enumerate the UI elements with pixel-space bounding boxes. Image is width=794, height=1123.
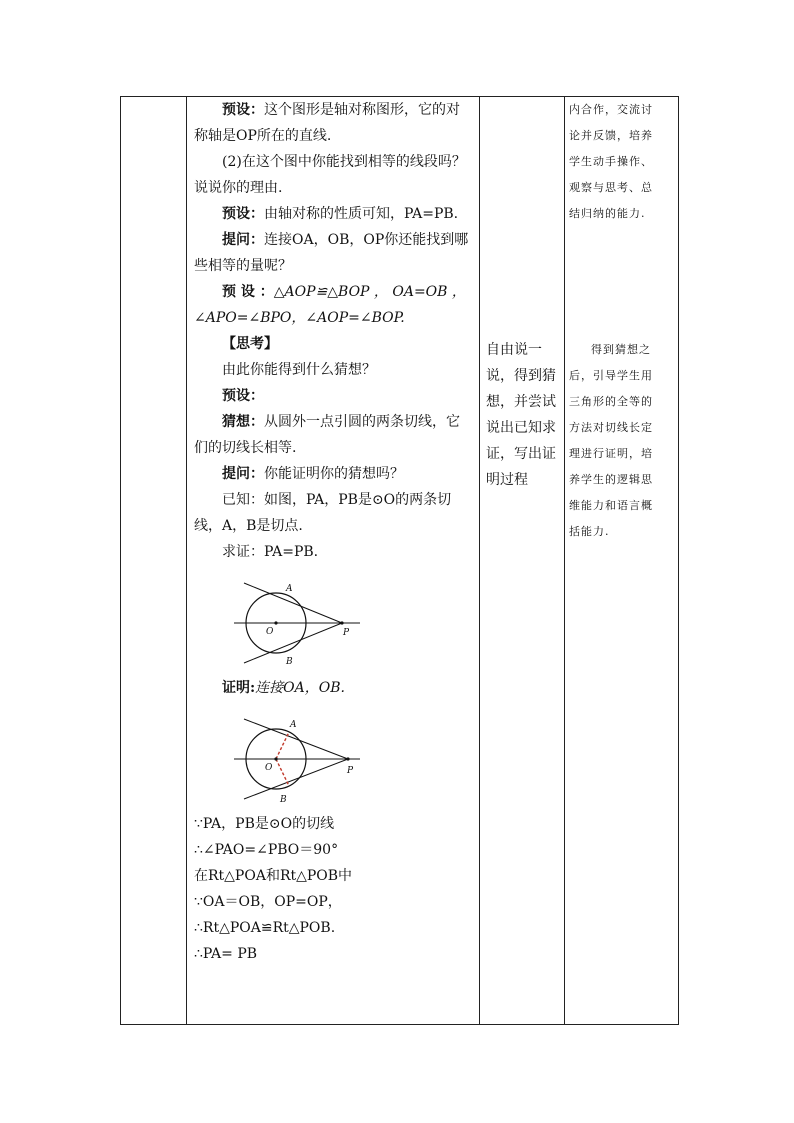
label-P: P bbox=[343, 628, 350, 638]
column-divider bbox=[479, 97, 480, 1024]
proof-step-5: ∴Rt△POA≌Rt△POB. bbox=[194, 920, 336, 936]
preset-answer-2: 预设：由轴对称的性质可知，PA=PB. bbox=[222, 206, 459, 222]
prove-statement: 求证：PA=PB. bbox=[222, 544, 319, 560]
given-statement: 已知：如图，PA，PB是⊙O的两条切线，A，B是切点. bbox=[194, 492, 452, 534]
label-O: O bbox=[265, 763, 273, 773]
intent-line: 养学生的逻辑思 bbox=[569, 473, 653, 486]
question-2: (2)在这个图中你能找到相等的线段吗？说说你的理由. bbox=[194, 154, 466, 196]
design-intent-column bbox=[569, 97, 679, 545]
question-4: 提问：你能证明你的猜想吗？ bbox=[222, 466, 404, 482]
intent-line: 内合作，交流讨 bbox=[569, 103, 653, 116]
label-B: B bbox=[286, 657, 293, 667]
label-B: B bbox=[280, 795, 287, 805]
teaching-content-column bbox=[187, 97, 479, 967]
label-P: P bbox=[347, 766, 354, 776]
lesson-table bbox=[120, 96, 679, 1025]
intent-line: 观察与思考、总 bbox=[569, 181, 653, 194]
label-A: A bbox=[286, 584, 293, 594]
label-A: A bbox=[290, 720, 297, 730]
intent-line: 方法对切线长定 bbox=[569, 421, 653, 434]
intent-line: 结归纳的能力. bbox=[569, 207, 646, 220]
intent-line: 三角形的全等的 bbox=[569, 395, 653, 408]
proof-step-3: 在Rt△POA和Rt△POB中 bbox=[194, 868, 353, 884]
preset-answer-1: 预设：这个图形是轴对称图形，它的对称轴是OP所在的直线. bbox=[194, 102, 460, 144]
question-3: 提问：连接OA，OB，OP你还能找到哪些相等的量呢？ bbox=[194, 232, 469, 274]
intent-line: 后，引导学生用 bbox=[569, 369, 653, 382]
preset-answer-3: 预 设 ：△AOP≌△BOP ， OA=OB ， ∠APO=∠BPO，∠AOP=∠BOP. bbox=[194, 284, 466, 326]
think-question: 由此你能得到什么猜想？ bbox=[222, 362, 376, 378]
proof-step-4: ∵OA＝OB，OP=OP， bbox=[194, 894, 342, 910]
label-O: O bbox=[266, 627, 274, 637]
proof-step-6: ∴PA= PB bbox=[194, 946, 258, 962]
tangent-figure-2 bbox=[234, 701, 374, 811]
proof-step-2: ∴∠PAO=∠PBO＝90° bbox=[194, 842, 339, 858]
proof-step-1: ∵PA，PB是⊙O的切线 bbox=[194, 816, 335, 832]
intent-line: 理进行证明，培 bbox=[569, 447, 653, 460]
intent-line: 论并反馈，培养 bbox=[569, 129, 653, 142]
conjecture: 猜想：从圆外一点引圆的两条切线，它们的切线长相等. bbox=[194, 414, 460, 456]
think-heading: 【思考】 bbox=[222, 336, 278, 352]
tangent-figure-1 bbox=[234, 565, 374, 675]
student-activity: 自由说一说，得到猜想，并尝试说出已知求证，写出证明过程 bbox=[486, 342, 556, 488]
preset-label: 预设： bbox=[222, 388, 264, 404]
intent-line: 得到猜想之 bbox=[591, 343, 651, 356]
intent-line: 维能力和语言概 bbox=[569, 499, 653, 512]
intent-line: 学生动手操作、 bbox=[569, 155, 653, 168]
proof-start: 证明:连接OA，OB. bbox=[222, 680, 345, 696]
intent-line: 括能力. bbox=[569, 525, 610, 538]
column-divider bbox=[564, 97, 565, 1024]
